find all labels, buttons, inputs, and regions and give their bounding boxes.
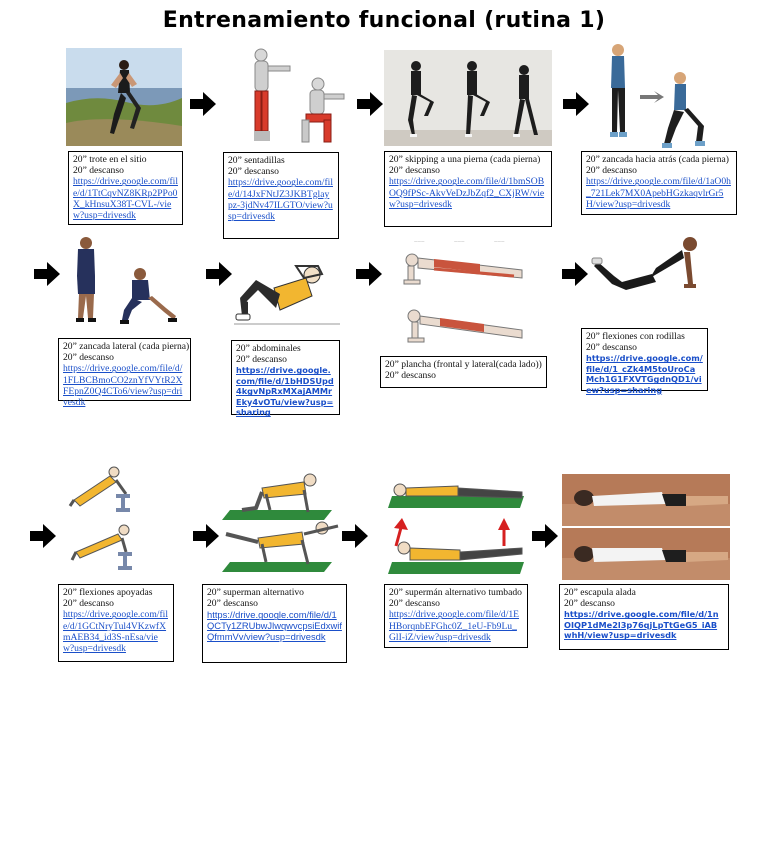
exercise-video-link[interactable]: https://drive.google.com/file/d/1_cZk4M5toUroCaMch1G1FXVTGgdnQD1/view?usp=sharing [586, 353, 703, 395]
rest-time: 20” descanso [389, 598, 440, 610]
svg-text:———: ——— [414, 239, 425, 243]
exercise-video-link[interactable]: https://drive.google.com/file/d/1aO0h_721Lek7MX0ApebHGzkaqvlrGr5H/view?usp=drivesdk [586, 176, 731, 210]
exercise-card [380, 356, 547, 388]
exercise-card [384, 151, 552, 227]
right-arrow-icon [356, 262, 382, 286]
exercise-card [58, 338, 191, 409]
exercise-image-back-lunge [598, 40, 712, 150]
rest-time: 20” descanso [385, 370, 436, 382]
rest-time: 20” descanso [228, 166, 279, 178]
right-arrow-icon [193, 524, 219, 548]
exercise-image-crunches [234, 258, 340, 334]
exercise-video-link[interactable]: https://drive.google.com/file/d/1nOIQP1dMe2l3p76qjLpTtGeG5_iABwhH/view?usp=drivesdk [564, 609, 719, 641]
exercise-video-link[interactable]: https://drive.google.com/file/d/1FLBCBmoCO2znYfVYtR2XFEpnZ0Q4CTo6/view?usp=drivesdk [63, 363, 183, 409]
exercise-image-lateral-lunge [64, 234, 180, 326]
exercise-video-link[interactable]: https://drive.google.com/file/d/1QCTy1ZRUbwJlwqwvcpsiEdxwifQfmmVv/view?usp=drivesdk [207, 609, 342, 643]
exercise-image-supported-pushups [66, 460, 170, 580]
exercise-video-link[interactable]: https://drive.google.com/file/d/1TtCqvNZ8KRp2PPo0X_kHnsuX38T-CVL-/view?usp=drivesdk [73, 176, 178, 222]
exercise-name: 20” plancha (frontal y lateral(cada lado)) [385, 359, 542, 370]
rest-time: 20” descanso [389, 165, 440, 177]
right-arrow-icon [562, 262, 588, 286]
exercise-card [559, 584, 729, 650]
exercise-video-link[interactable]: https://drive.google.com/file/d/1EHBorqnbEFGhc0Z_1eU-Fb9Lu_GlI-iZ/view?usp=drivesdk [389, 609, 520, 643]
right-arrow-icon [34, 262, 60, 286]
right-arrow-icon [190, 92, 216, 116]
exercise-card [68, 151, 183, 225]
page-title: Entrenamiento funcional (rutina 1) [162, 8, 606, 33]
exercise-card [58, 584, 174, 662]
rest-time: 20” descanso [586, 165, 637, 177]
exercise-video-link[interactable]: https://drive.google.com/file/d/1GCtNryTul4VKzwfXmAEB34_id3S-nEsa/view?usp=drivesdk [63, 609, 168, 655]
exercise-name: 20” trote en el sitio [73, 154, 147, 165]
svg-text:———: ——— [454, 239, 465, 243]
exercise-video-link[interactable]: https://drive.google.com/file/d/1bHDSUpd4kgvNpRxMXajAMMrEky4vOTu/view?usp=sharing [236, 365, 334, 418]
right-arrow-icon [563, 92, 589, 116]
exercise-image-lying-superman [384, 474, 528, 578]
exercise-card [202, 584, 347, 663]
exercise-name: 20” flexiones con rodillas [586, 331, 685, 342]
exercise-card [581, 151, 737, 215]
exercise-card [223, 152, 339, 239]
right-arrow-icon [357, 92, 383, 116]
exercise-card [231, 340, 340, 418]
svg-text:———: ——— [494, 239, 505, 243]
exercise-name: 20” sentadillas [228, 155, 285, 166]
exercise-name: 20” escapula alada [564, 587, 636, 598]
exercise-card [581, 328, 708, 395]
right-arrow-icon [206, 262, 232, 286]
exercise-image-skipping [384, 50, 552, 146]
exercise-name: 20” zancada hacia atrás (cada pierna) [586, 154, 730, 165]
exercise-video-link[interactable]: https://drive.google.com/file/d/1bmSOBOQ9fPSc-AkvVeDzJbZqf2_CXjRW/view?usp=drivesdk [389, 176, 545, 210]
rest-time: 20” descanso [63, 352, 114, 364]
exercise-image-jogging [66, 48, 182, 146]
exercise-name: 20” zancada lateral (cada pierna) [63, 341, 190, 352]
exercise-name: 20” superman alternativo [207, 587, 304, 598]
right-arrow-icon [30, 524, 56, 548]
exercise-image-winged-scapula [562, 474, 730, 580]
rest-time: 20” descanso [236, 354, 287, 366]
exercise-video-link[interactable]: https://drive.google.com/file/d/14JxFNtJZ3JKBTglaypz-3jdNv47ILGTO/view?usp=drivesdk [228, 177, 333, 223]
exercise-image-knee-pushups [592, 232, 708, 312]
exercise-name: 20” supermán alternativo tumbado [389, 587, 522, 598]
exercise-image-superman-alternating [222, 468, 342, 576]
right-arrow-icon [342, 524, 368, 548]
exercise-name: 20” flexiones apoyadas [63, 587, 153, 598]
rest-time: 20” descanso [73, 165, 124, 177]
exercise-image-plank [394, 234, 538, 352]
rest-time: 20” descanso [63, 598, 114, 610]
exercise-card [384, 584, 528, 648]
right-arrow-icon [532, 524, 558, 548]
rest-time: 20” descanso [564, 598, 615, 610]
rest-time: 20” descanso [586, 342, 637, 354]
exercise-name: 20” abdominales [236, 343, 301, 354]
exercise-name: 20” skipping a una pierna (cada pierna) [389, 154, 541, 165]
exercise-image-squats [236, 46, 350, 148]
rest-time: 20” descanso [207, 598, 258, 610]
